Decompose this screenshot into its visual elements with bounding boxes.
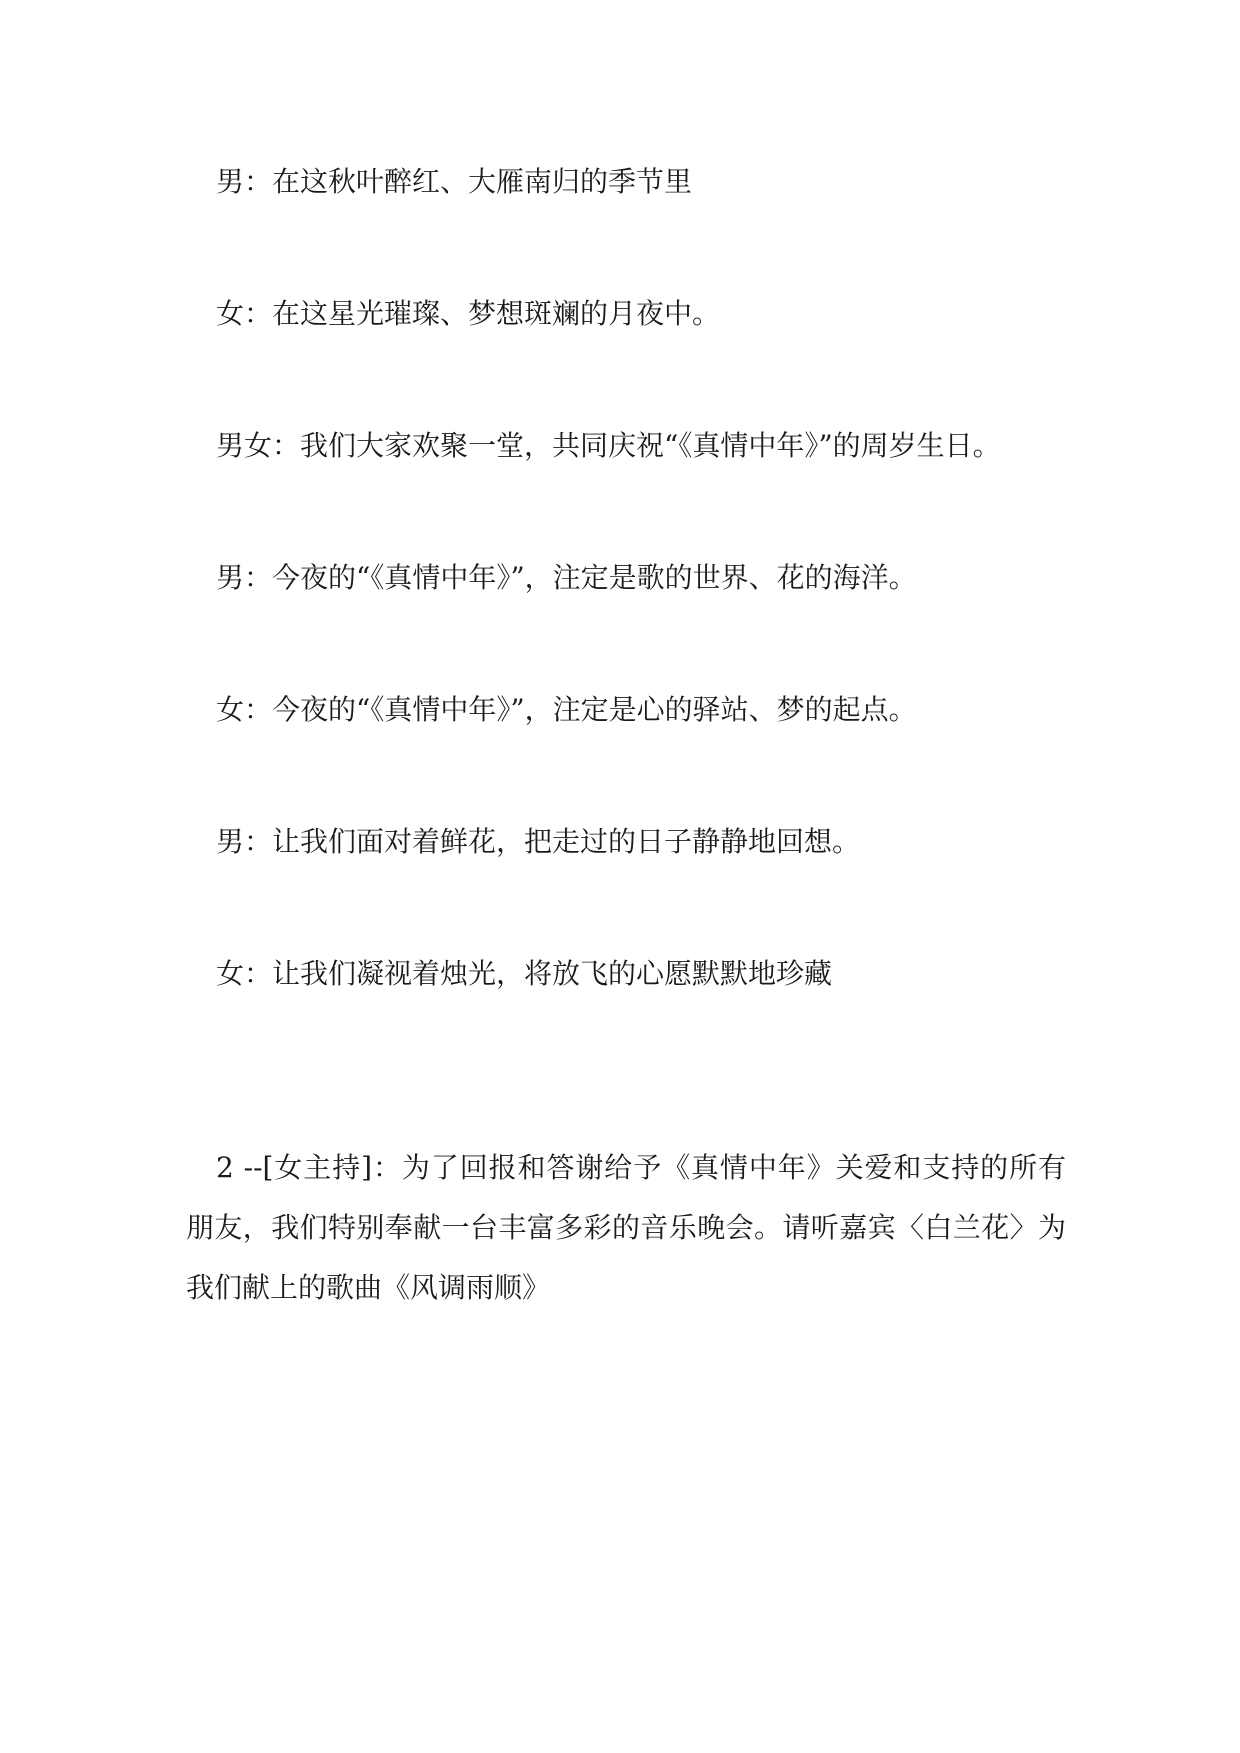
dialogue-line: 男：在这秋叶醉红、大雁南归的季节里 (216, 165, 693, 198)
dialogue-line: 女：今夜的“《真情中年》”，注定是心的驿站、梦的起点。 (216, 693, 917, 726)
dialogue-line: 女：在这星光璀璨、梦想斑斓的月夜中。 (216, 297, 721, 330)
dialogue-line: 男女：我们大家欢聚一堂，共同庆祝“《真情中年》”的周岁生日。 (216, 429, 1001, 462)
host-paragraph: 2 --[女主持]：为了回报和答谢给予《真情中年》关爱和支持的所有朋友，我们特别奉献一台丰富多彩的音乐晚会。请听嘉宾〈白兰花〉为我们献上的歌曲《风调雨顺》 (186, 1151, 1066, 1304)
dialogue-line: 女：让我们凝视着烛光，将放飞的心愿默默地珍藏 (216, 957, 833, 990)
dialogue-line: 男：让我们面对着鲜花，把走过的日子静静地回想。 (216, 825, 861, 858)
dialogue-line: 男：今夜的“《真情中年》”，注定是歌的世界、花的海洋。 (216, 561, 917, 594)
